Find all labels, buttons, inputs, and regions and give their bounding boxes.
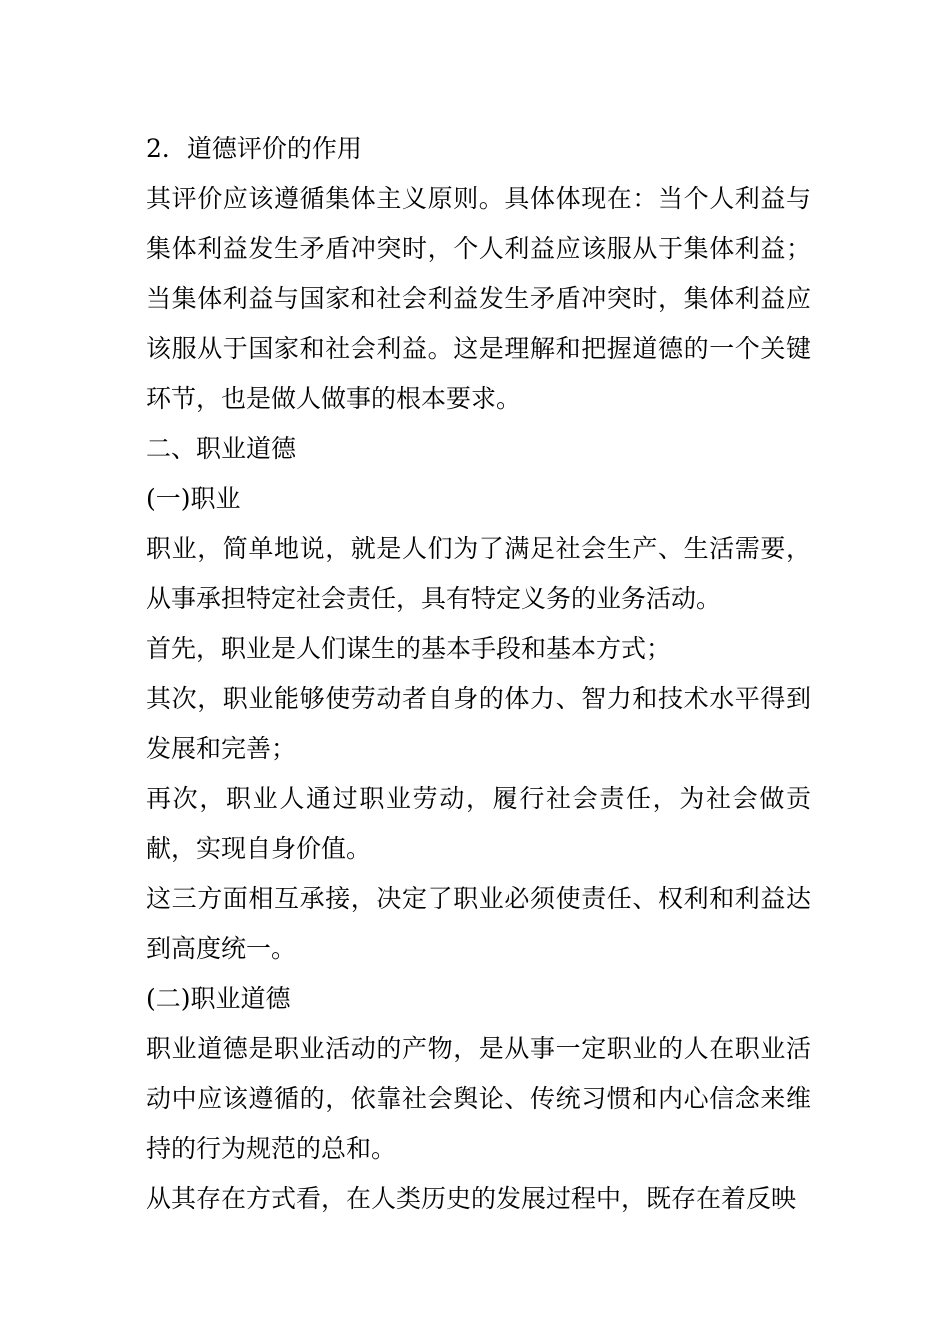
section-heading-moral-evaluation: 2．道德评价的作用 xyxy=(146,134,362,163)
paragraph-third-point: 再次，职业人通过职业劳动，履行社会责任，为社会做贡献，实现自身价值。 xyxy=(146,784,811,863)
paragraph-ethics-definition: 职业道德是职业活动的产物，是从事一定职业的人在职业活动中应该遵循的，依靠社会舆论、传统习惯和内心信念来维持的行为规范的总和。 xyxy=(146,1034,811,1163)
section-heading-professional-ethics: 二、职业道德 xyxy=(146,434,297,463)
paragraph-existence-form: 从其存在方式看，在人类历史的发展过程中，既存在着反映 xyxy=(146,1184,797,1213)
paragraph-summary: 这三方面相互承接，决定了职业必须使责任、权利和利益达到高度统一。 xyxy=(146,884,811,963)
paragraph-second-point: 其次，职业能够使劳动者自身的体力、智力和技术水平得到发展和完善； xyxy=(146,684,811,763)
subsection-heading-occupation: (一)职业 xyxy=(146,484,241,513)
subsection-heading-professional-ethics: (二)职业道德 xyxy=(146,984,291,1013)
document-body xyxy=(146,124,811,1224)
paragraph-occupation-definition: 职业，简单地说，就是人们为了满足社会生产、生活需要，从事承担特定社会责任，具有特定义务的业务活动。 xyxy=(146,534,811,613)
paragraph-first-point: 首先，职业是人们谋生的基本手段和基本方式； xyxy=(146,634,672,663)
paragraph-collectivism-principle: 其评价应该遵循集体主义原则。具体体现在：当个人利益与集体利益发生矛盾冲突时，个人利益应该服从于集体利益；当集体利益与国家和社会利益发生矛盾冲突时，集体利益应该服从于国家和社会利益。这是理解和把握道德的一个关键环节，也是做人做事的根本要求。 xyxy=(146,184,811,413)
